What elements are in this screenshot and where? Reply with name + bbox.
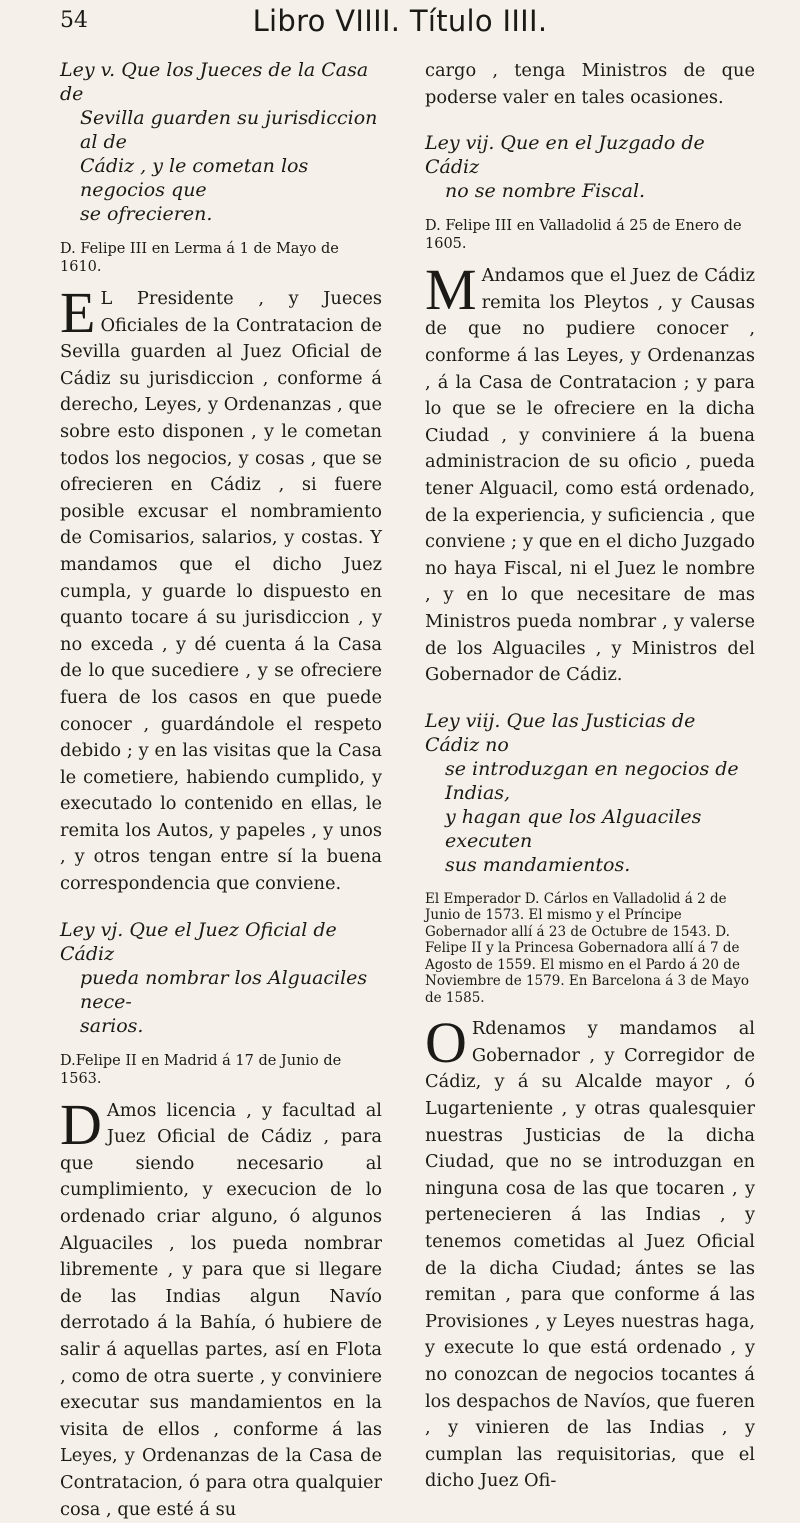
law-v-text: E L Presidente , y Jueces Oficiales de la Contratacion de Sevilla guarden al Juez Oficial de Cádiz su jurisdiccion , conforme á derecho, Leyes, y Ordenanzas , que sobre esto disponen , y le cometan todos los negocios, y cosas , que se ofrecieren en Cádiz , si fuere posible excusar el nombramiento de Comisarios, salarios, y costas. Y mandamos que el dicho Juez cumpla, y guarde lo dispuesto en quanto tocare á su jurisdiccion , y no exceda , y dé cuenta á la Casa de lo que sucediere , y se ofreciere fuera de los casos en que puede conocer , guardándole el respeto debido ; y en las visitas que la Casa le cometiere, habiendo cumplido, y executado lo contenido en ellas, le remita los Autos, y papeles , y unos , y otros tengan entre sí la buena correspondencia que conviene.: [60, 280, 382, 895]
law-viij-source: El Emperador D. Cárlos en Valladolid á 2 de Junio de 1573. El mismo y el Príncipe Gobernador allí á 23 de Octubre de 1543. D. Felipe II y la Princesa Gobernadora allí á 7 de Agosto de 1559. El mismo en el Pardo á 20 de Noviembre de 1579. En Barcelona á 3 de Mayo de 1585.: [425, 890, 749, 1006]
law-viij-title: Ley viij. Que las Justicias de Cádiz no se introduzgan en negocios de Indias, y hagan que los Alguaciles executen sus mandamientos.: [425, 709, 739, 876]
continuation-text: cargo , tenga Ministros de que poderse valer en tales ocasiones.: [425, 60, 755, 108]
dropcap: O: [425, 1010, 467, 1076]
running-head: Libro VIIII. Título IIII.: [252, 4, 548, 38]
law-vij-text: M Andamos que el Juez de Cádiz remita los Pleytos , y Causas de que no pudiere conocer , conforme á las Leyes, y Ordenanzas , á la Casa de Contratacion ; y para lo que se le ofreciere en la dicha Ciudad , y conviniere á la buena administracion de su oficio , pueda tener Alguacil, como está ordenado, de la experiencia, y suficiencia , que conviene ; y que en el dicho Juzgado no haya Fiscal, ni el Juez le nombre , y en lo que necesitare de mas Ministros pueda nombrar , y valerse de los Alguaciles , y Ministros del Gobernador de Cádiz.: [425, 257, 755, 686]
law-vij-source: D. Felipe III en Valladolid á 25 de Enero de 1605.: [425, 218, 742, 253]
law-vj-text: D Amos licencia , y facultad al Juez Oficial de Cádiz , para que siendo necesario al cumplimiento, y execucion de lo ordenado criar alguno, ó algunos Alguaciles , los pueda nombrar libremente , y para que si llegare de las Indias algun Navío derrotado á la Bahía, ó hubiere de salir á aquellas partes, así en Flota , como de otra suerte , y conviniere executar sus mandamientos en la visita de ellos , conforme á las Leyes, y Ordenanzas de la Casa de Contratacion, ó para otra qualquier cosa , que esté á su: [60, 1091, 382, 1520]
law-vj-source: D.Felipe II en Madrid á 17 de Junio de 1563.: [60, 1052, 342, 1087]
law-vij-title: Ley vij. Que en el Juzgado de Cádiz no se nombre Fiscal.: [425, 132, 705, 203]
page-number: 54: [60, 8, 88, 33]
law-viij-text: O Rdenamos y mandamos al Gobernador , y Corregidor de Cádiz, y á su Alcalde mayor , ó Lugarteniente , y otras qualesquier nuestras Justicias de la dicha Ciudad, que no se introduzgan en ninguna cosa de las que tocaren , y pertenecieren á las Indias , y tenemos cometidas al Juez Oficial de la dicha Ciudad; ántes se las remitan , para que conforme á las Provisiones , y Leyes nuestras haga, y execute lo que está ordenado , y no conozcan de negocios tocantes á los despachos de Navíos, que fueren , y vinieren de las Indias , y cumplan las requisitorias, que el dicho Juez Ofi-: [425, 1010, 755, 1492]
law-v-title: Ley v. Que los Jueces de la Casa de Sevilla guarden su jurisdiccion al de Cádiz , y le cometan los negocios que se ofrecieren.: [60, 59, 378, 225]
dropcap: E: [60, 280, 96, 345]
law-v-source: D. Felipe III en Lerma á 1 de Mayo de 1610.: [60, 241, 339, 275]
left-column: [60, 58, 382, 1523]
dropcap: M: [425, 257, 477, 323]
right-column: [425, 58, 755, 1495]
dropcap: D: [60, 1091, 102, 1157]
law-vj-title: Ley vj. Que el Juez Oficial de Cádiz pueda nombrar los Alguaciles nece- sarios.: [60, 918, 368, 1037]
